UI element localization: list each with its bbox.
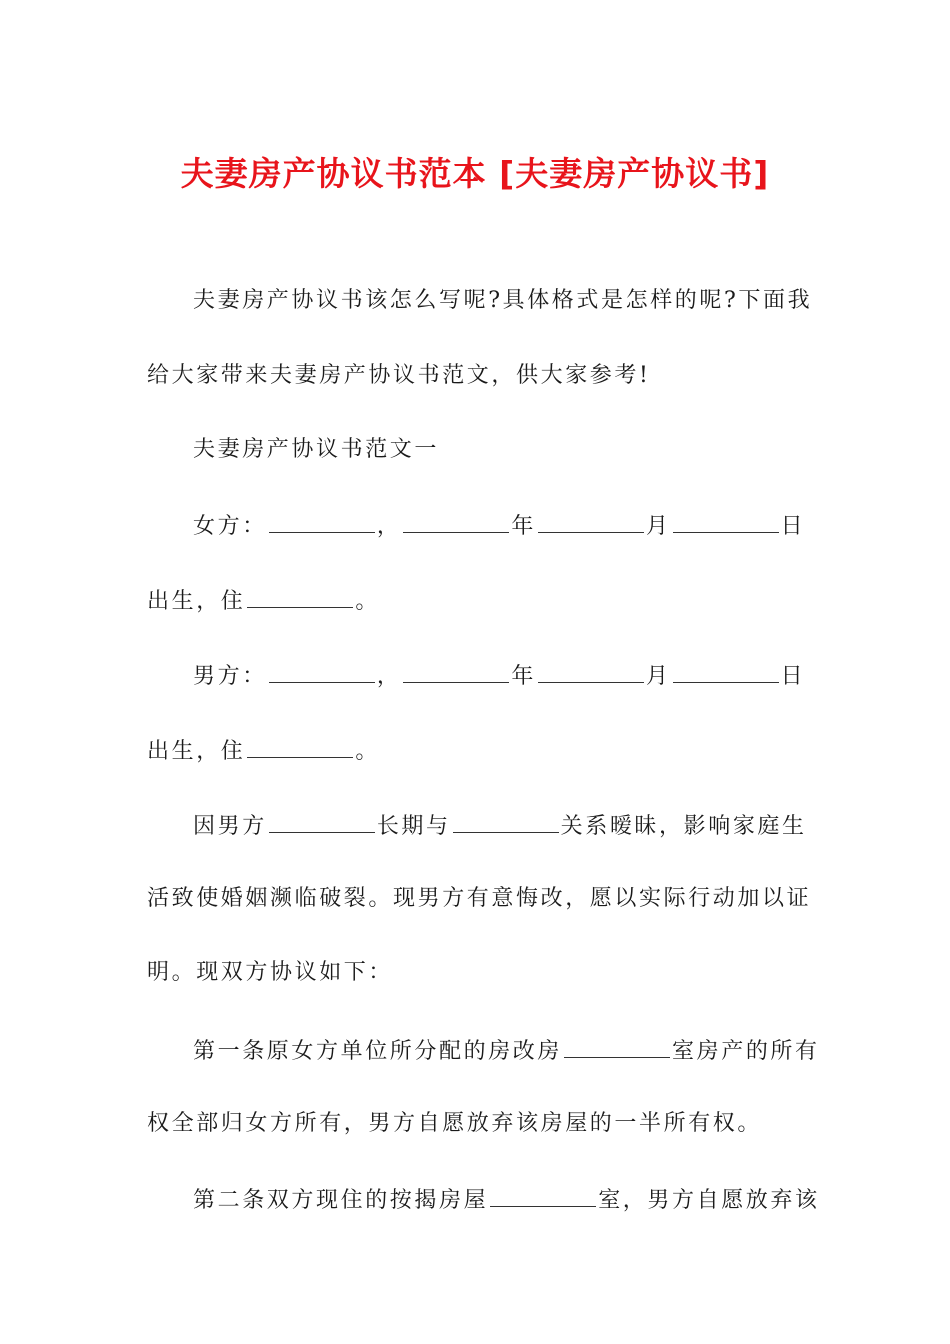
article-2-line-1 [193, 1184, 820, 1216]
text-segment: 第二条双方现住的按揭房屋 [193, 1188, 489, 1213]
blank-field [269, 810, 375, 833]
blank-field [269, 660, 375, 683]
blank-field [490, 1184, 596, 1207]
male-party-line-1 [193, 660, 805, 692]
period: 。 [355, 589, 381, 614]
female-party-line-1 [193, 510, 805, 542]
text-segment: 第一条原女方单位所分配的房改房 [193, 1039, 563, 1064]
female-label: 女方： [193, 514, 267, 539]
comma: ， [376, 514, 402, 539]
blank-field [564, 1035, 670, 1058]
birth-residence-label: 出生，住 [147, 739, 246, 764]
day-label: 日 [780, 664, 806, 689]
blank-field [673, 510, 779, 533]
text-segment: 长期与 [376, 814, 451, 839]
blank-field [453, 810, 559, 833]
blank-field [403, 660, 509, 683]
birth-residence-label: 出生，住 [147, 589, 246, 614]
article-1-line-2: 权全部归女方所有，男方自愿放弃该房屋的一半所有权。 [147, 1111, 763, 1136]
text-segment: 因男方 [193, 814, 267, 839]
blank-field [247, 735, 353, 758]
reason-paragraph-line-1 [193, 810, 807, 842]
year-label: 年 [511, 514, 537, 539]
blank-field [269, 510, 375, 533]
reason-paragraph-line-3: 明。现双方协议如下： [147, 960, 394, 985]
text-segment: 室，男方自愿放弃该 [598, 1188, 820, 1213]
period: 。 [355, 739, 381, 764]
comma: ， [376, 664, 402, 689]
paragraph-intro-line-1: 夫妻房产协议书该怎么写呢?具体格式是怎样的呢?下面我 [193, 288, 813, 313]
female-party-line-2 [147, 585, 380, 617]
article-1-line-1 [193, 1035, 820, 1067]
reason-paragraph-line-2: 活致使婚姻濒临破裂。现男方有意悔改，愿以实际行动加以证 [147, 886, 812, 911]
year-label: 年 [511, 664, 537, 689]
blank-field [538, 510, 644, 533]
month-label: 月 [646, 514, 671, 539]
blank-field [673, 660, 779, 683]
document-title: 夫妻房产协议书范本 [夫妻房产协议书] [180, 154, 770, 193]
paragraph-intro-line-2: 给大家带来夫妻房产协议书范文，供大家参考! [147, 363, 651, 388]
day-label: 日 [780, 514, 806, 539]
month-label: 月 [646, 664, 671, 689]
blank-field [403, 510, 509, 533]
blank-field [538, 660, 644, 683]
text-segment: 室房产的所有 [672, 1039, 820, 1064]
male-party-line-2 [147, 735, 380, 767]
blank-field [247, 585, 353, 608]
male-label: 男方： [193, 664, 267, 689]
text-segment: 关系暧昧，影响家庭生 [560, 814, 807, 839]
section-heading: 夫妻房产协议书范文一 [193, 437, 440, 462]
